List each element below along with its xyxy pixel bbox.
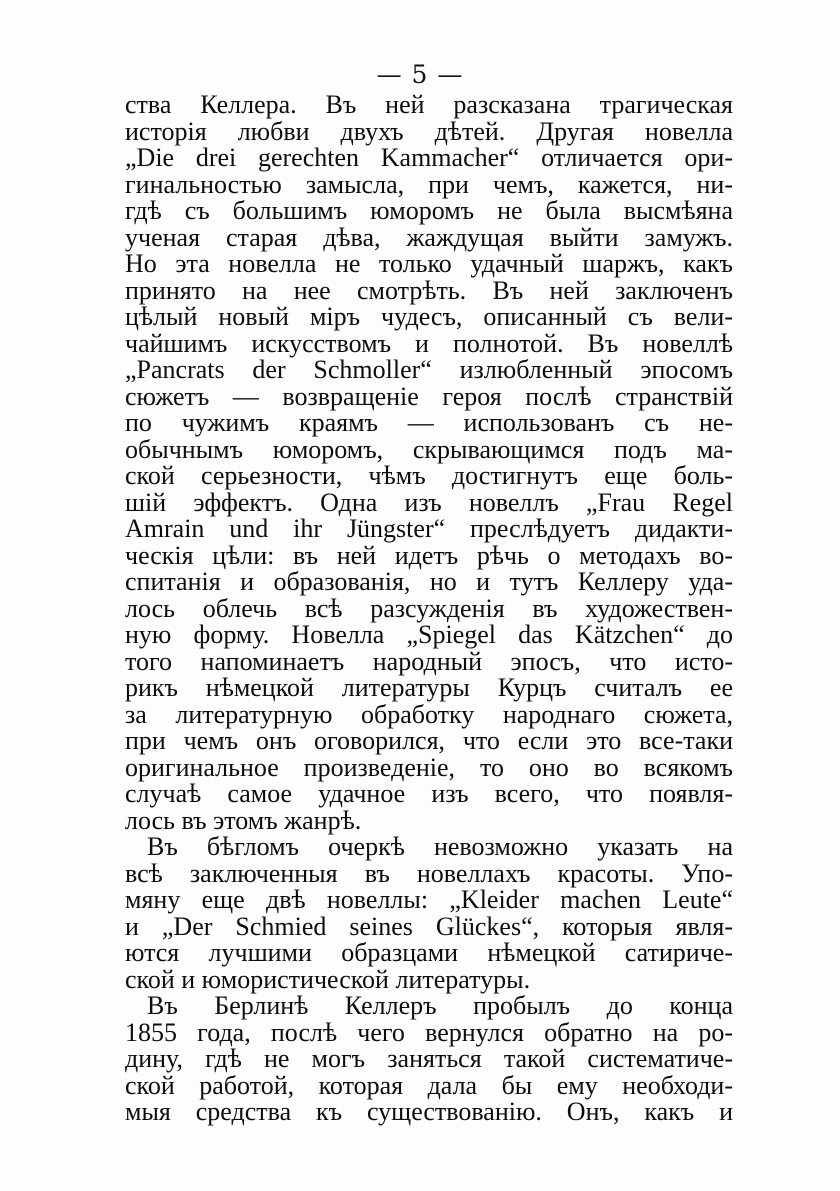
text-line: исторія любви двухъ дѣтей. Другая новелла — [125, 116, 733, 146]
text-line: спитанія и образованія, но и тутъ Келлеру уда- — [125, 567, 733, 596]
text-line: сюжетъ — возвращеніе героя послѣ странствій — [125, 381, 733, 411]
text-line: ской работой, которая дала бы ему необходи- — [125, 1070, 733, 1100]
text-line: Но эта новелла не только удачный шаржъ, какъ — [125, 249, 733, 278]
text-line: лось облечь всѣ разсужденія въ художествен- — [125, 593, 733, 623]
text-line: принято на нее смотрѣть. Въ ней заключенъ — [125, 275, 733, 305]
text-line: чайшимъ искусствомъ и полнотой. Въ новеллѣ — [125, 328, 733, 358]
text-line: Amrain und ihr Jüngster“ преслѣдуетъ дидакти- — [125, 514, 733, 543]
text-line: дину, гдѣ не могъ заняться такой систематиче- — [125, 1044, 733, 1073]
text-line: и „Der Schmied seines Glückes“, которыя явля- — [125, 911, 733, 941]
text-line: того напоминаетъ народный эпосъ, что исто- — [125, 646, 733, 676]
text-line: шій эффектъ. Одна изъ новеллъ „Frau Regel — [125, 487, 733, 517]
text-line: „Pancrats der Schmoller“ излюбленный эпосомъ — [125, 355, 733, 384]
text-line: ства Келлера. Въ ней разсказана трагическая — [125, 90, 733, 119]
text-line: мыя средства къ существованію. Онъ, какъ и — [125, 1097, 733, 1126]
text-line: цѣлый новый міръ чудесъ, описанный съ вели- — [125, 302, 733, 331]
text-line: обычнымъ юморомъ, скрывающимся подъ ма- — [125, 434, 733, 464]
text-line: за литературную обработку народнаго сюжета, — [125, 699, 733, 729]
text-line: ской серьезности, чѣмъ достигнутъ еще боль- — [125, 461, 733, 490]
text-line: оригинальное произведеніе, то оно во всякомъ — [125, 752, 733, 782]
page-number: — 5 — — [376, 60, 464, 89]
text-line: по чужимъ краямъ — использованъ съ не- — [125, 408, 733, 437]
text-line: ской и юмористической литературы. — [125, 964, 531, 994]
text-line: ются лучшими образцами нѣмецкой сатириче- — [125, 938, 733, 967]
text-line: ную форму. Новелла „Spiegel das Kätzchen“ до — [125, 620, 733, 649]
text-line: при чемъ онъ оговорился, что если это все-таки — [125, 726, 733, 755]
text-line: гинальностью замысла, при чемъ, кажется, ни- — [125, 169, 733, 199]
text-line: мяну еще двѣ новеллы: „Kleider machen Leute“ — [125, 885, 733, 914]
text-line: ученая старая дѣва, жаждущая выйти замужъ. — [125, 222, 733, 252]
text-line: рикъ нѣмецкой литературы Курцъ считалъ ее — [125, 673, 733, 702]
text-line: „Die drei gerechten Kammacher“ отличается ори- — [125, 143, 733, 172]
text-line: Въ бѣгломъ очеркѣ невозможно указать на — [147, 832, 733, 861]
text-line: Въ Берлинѣ Келлеръ пробылъ до конца — [147, 991, 733, 1020]
text-line: всѣ заключенныя въ новеллахъ красоты. Упо- — [125, 858, 733, 888]
body-text — [125, 92, 733, 1126]
text-line: лось въ этомъ жанрѣ. — [125, 805, 362, 835]
text-line: случаѣ самое удачное изъ всего, что появля- — [125, 779, 733, 808]
text-line: ческія цѣли: въ ней идетъ рѣчь о методахъ во- — [125, 540, 733, 570]
text-line: 1855 года, послѣ чего вернулся обратно на ро- — [125, 1017, 733, 1047]
text-line: гдѣ съ большимъ юморомъ не была высмѣяна — [125, 196, 733, 225]
